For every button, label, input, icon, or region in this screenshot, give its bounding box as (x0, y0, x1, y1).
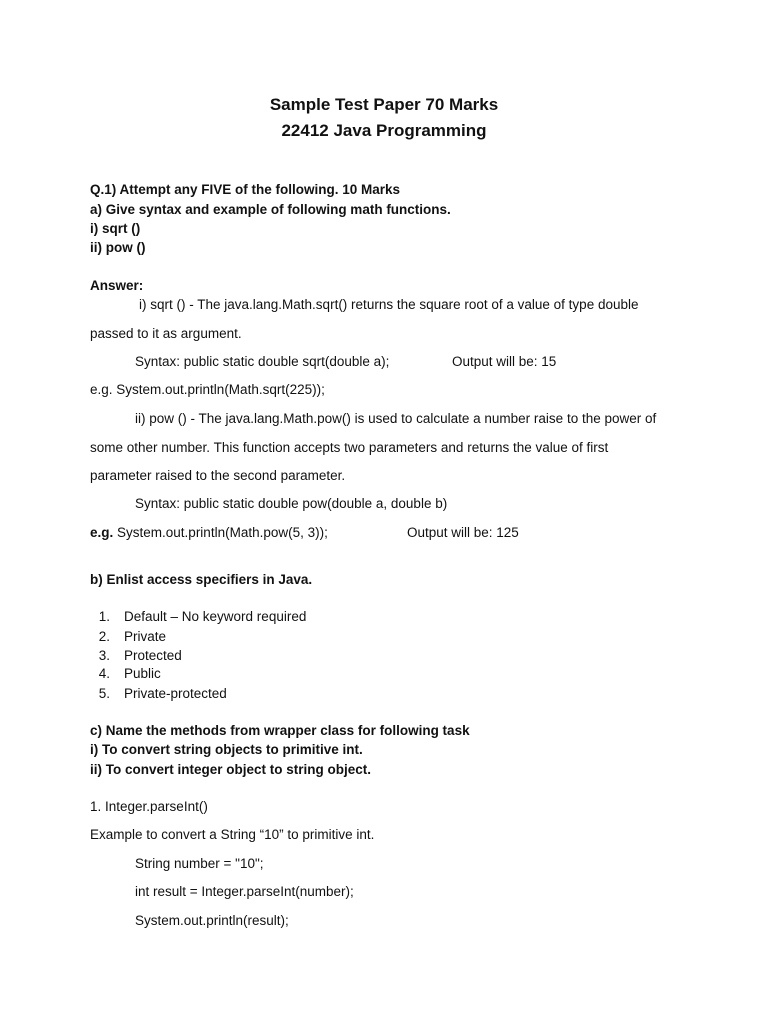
q1b-question: b) Enlist access specifiers in Java. (90, 572, 313, 587)
pow-description-line-1: ii) pow () - The java.lang.Math.pow() is used to calculate a number raise to the power of (135, 411, 657, 426)
list-item-text: Public (124, 666, 161, 681)
pow-syntax: Syntax: public static double pow(double a, double b) (135, 496, 448, 511)
code-line-2: int result = Integer.parseInt(number); (135, 884, 354, 899)
pow-output: Output will be: 125 (407, 525, 519, 540)
pow-description-line-3: parameter raised to the second parameter. (90, 468, 346, 483)
list-item-text: Private (124, 629, 167, 644)
sqrt-description-line-1: i) sqrt () - The java.lang.Math.sqrt() returns the square root of a value of type double (139, 297, 639, 312)
title-line-2: 22412 Java Programming (281, 121, 487, 140)
list-item-number: 4. (98, 666, 110, 681)
q1-heading: Q.1) Attempt any FIVE of the following. 10 Marks (90, 182, 401, 197)
sqrt-syntax: Syntax: public static double sqrt(double a); (135, 354, 390, 369)
pow-description-line-2: some other number. This function accepts two parameters and returns the value of first (90, 440, 609, 455)
sqrt-example: e.g. System.out.println(Math.sqrt(225)); (90, 382, 325, 397)
q1a-sub-ii: ii) pow () (90, 240, 146, 255)
code-line-3: System.out.println(result); (135, 913, 289, 928)
title-line-1: Sample Test Paper 70 Marks (269, 95, 499, 114)
pow-example (90, 525, 328, 541)
list-item-text: Default – No keyword required (124, 609, 307, 624)
q1c-sub-i: i) To convert string objects to primitive int. (90, 742, 363, 757)
method-1: 1. Integer.parseInt() (90, 799, 208, 814)
list-item-number: 1. (98, 609, 110, 624)
sqrt-output: Output will be: 15 (452, 354, 557, 369)
code-line-1: String number = "10"; (135, 856, 264, 871)
list-item-number: 5. (98, 686, 110, 701)
list-item-text: Private-protected (124, 686, 227, 701)
sqrt-description-line-2: passed to it as argument. (90, 326, 242, 341)
pow-example-code: System.out.println(Math.pow(5, 3)); (117, 525, 328, 540)
list-item-text: Protected (124, 648, 182, 663)
q1a-question: a) Give syntax and example of following math functions. (90, 202, 451, 217)
q1a-sub-i: i) sqrt () (90, 221, 141, 236)
answer-label: Answer: (90, 278, 144, 293)
q1c-sub-ii: ii) To convert integer object to string object. (90, 762, 372, 777)
q1c-question: c) Name the methods from wrapper class for following task (90, 723, 470, 738)
pow-example-prefix: e.g. (90, 525, 114, 540)
list-item-number: 3. (98, 648, 110, 663)
list-item-number: 2. (98, 629, 110, 644)
example-description: Example to convert a String “10” to primitive int. (90, 827, 375, 842)
